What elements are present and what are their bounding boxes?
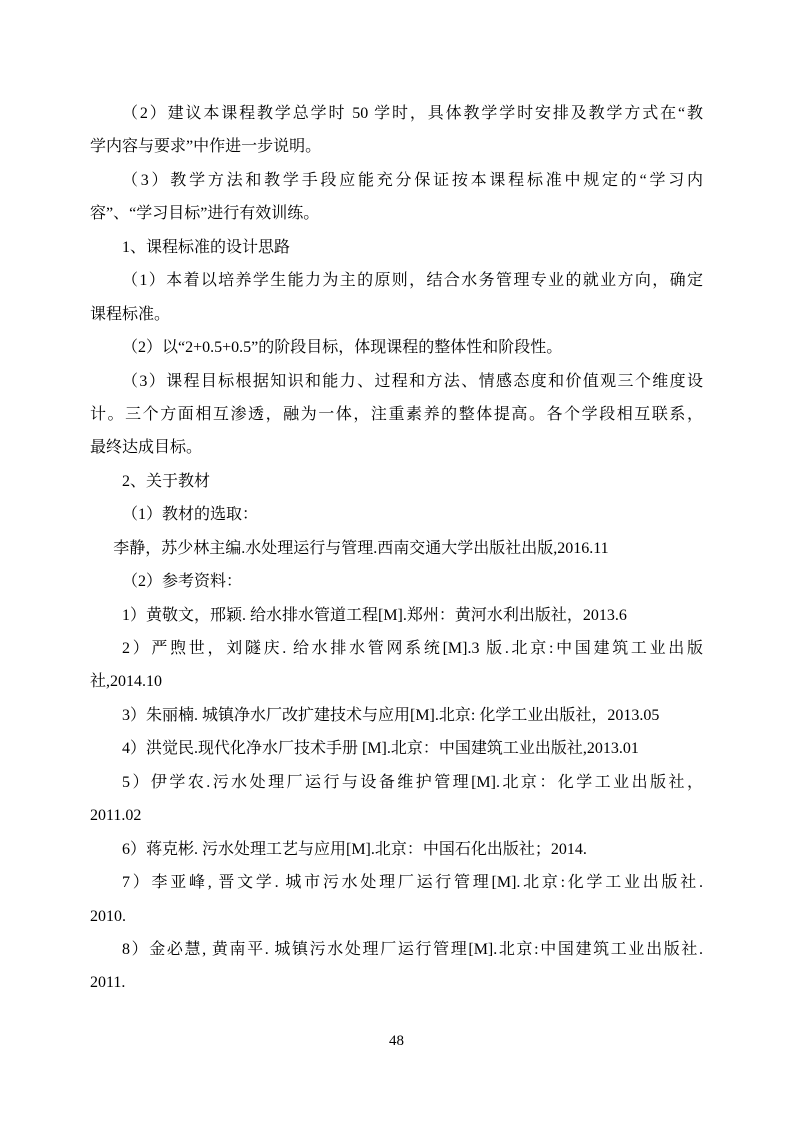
page-body-text: [90, 97, 703, 1000]
text-line: 1、课程标准的设计思路: [122, 238, 291, 256]
page-number: 48: [389, 1033, 404, 1049]
text-line: （3）课程目标根据知识和能力、过程和方法、情感态度和价值观三个维度设: [122, 372, 703, 390]
text-line: 李静，苏少林主编.水处理运行与管理.西南交通大学出版社出版,2016.11: [113, 539, 609, 557]
text-line: 学内容与要求”中作进一步说明。: [90, 138, 322, 156]
text-line: 1）黄敬文，邢颖. 给水排水管道工程[M].郑州：黄河水利出版社，2013.6: [122, 606, 627, 624]
text-line: 7）李亚峰, 晋文学. 城市污水处理厂运行管理[M].北京:化学工业出版社.: [122, 874, 703, 892]
text-line: 容”、“学习目标”进行有效训练。: [90, 205, 320, 223]
text-line: 课程标准。: [90, 305, 171, 323]
text-line: 4）洪觉民.现代化净水厂技术手册 [M].北京：中国建筑工业出版社,2013.01: [122, 740, 639, 758]
text-line: 6）蒋克彬. 污水处理工艺与应用[M].北京：中国石化出版社；2014.: [122, 840, 587, 858]
text-line: （1）本着以培养学生能力为主的原则，结合水务管理专业的就业方向，确定: [122, 272, 703, 290]
text-line: 2011.: [90, 974, 126, 992]
text-line: 计。三个方面相互渗透，融为一体，注重素养的整体提高。各个学段相互联系，: [90, 405, 703, 423]
text-line: 8）金必慧, 黄南平. 城镇污水处理厂运行管理[M].北京:中国建筑工业出版社.: [122, 940, 703, 958]
text-line: （3）教学方法和教学手段应能充分保证按本课程标准中规定的“学习内: [122, 171, 703, 189]
text-line: 最终达成目标。: [90, 439, 203, 457]
text-line: （2）建议本课程教学总学时 50 学时，具体教学学时安排及教学方式在“教: [122, 105, 703, 122]
text-line: 社,2014.10: [90, 673, 163, 691]
text-line: 2010.: [90, 907, 126, 925]
text-line: 2、关于教材: [122, 472, 211, 490]
text-line: （1）教材的选取：: [122, 506, 259, 524]
text-line: （2）以“2+0.5+0.5”的阶段目标，体现课程的整体性和阶段性。: [122, 339, 563, 357]
text-line: 2）严煦世，刘隧庆. 给水排水管网系统[M].3 版.北京:中国建筑工业出版: [122, 640, 703, 657]
text-line: 5）伊学农.污水处理厂运行与设备维护管理[M].北京：化学工业出版社，: [122, 773, 703, 791]
text-line: 2011.02: [90, 807, 142, 825]
text-line: （2）参考资料：: [122, 573, 243, 591]
text-line: 3）朱丽楠. 城镇净水厂改扩建技术与应用[M].北京: 化学工业出版社，2013.05: [122, 706, 660, 724]
